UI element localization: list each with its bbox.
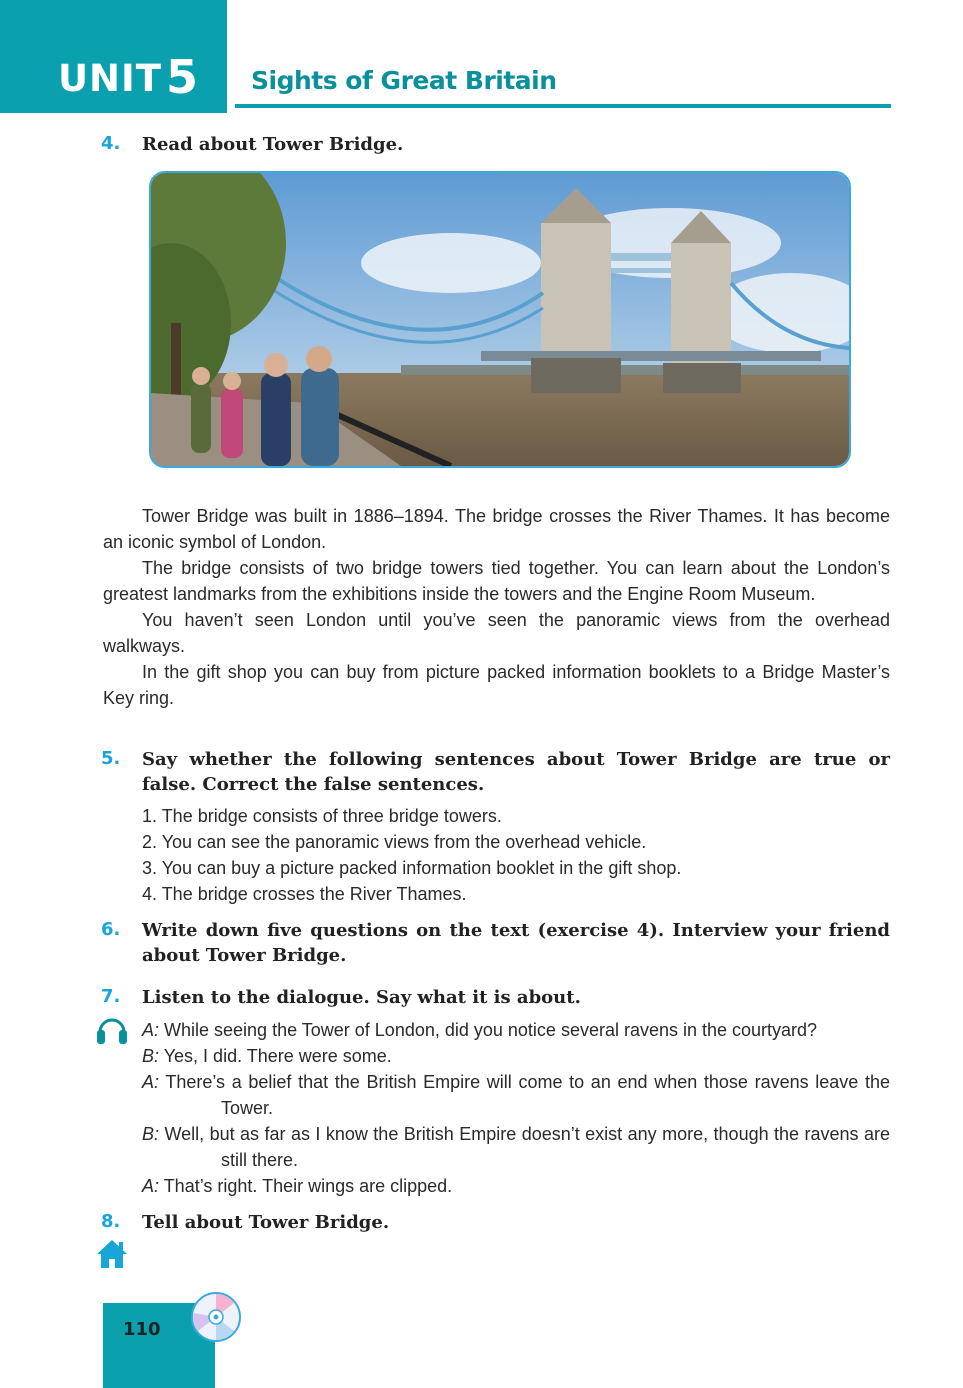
reading-paragraph: Tower Bridge was built in 1886–1894. The bridge crosses the River Thames. It has become an iconic symbol of London. bbox=[103, 506, 890, 552]
statement-item: 1. The bridge consists of three bridge towers. bbox=[142, 806, 502, 826]
reading-paragraph: You haven’t seen London until you’ve seen the panoramic views from the overhead walkways. bbox=[103, 610, 890, 656]
dialogue-line bbox=[142, 1043, 890, 1069]
house-icon bbox=[95, 1237, 129, 1276]
statement-item: 2. You can see the panoramic views from the overhead vehicle. bbox=[142, 832, 647, 852]
dialogue bbox=[142, 1017, 890, 1199]
cd-disc-icon bbox=[190, 1291, 242, 1348]
reading-text bbox=[103, 503, 890, 711]
reading-paragraph: The bridge consists of two bridge towers tied together. You can learn about the London’s greatest landmarks from the exhibitions inside the towers and the Engine Room Museum. bbox=[103, 558, 890, 604]
page-number: 110 bbox=[123, 1319, 161, 1340]
exercise-7-number: 7. bbox=[101, 986, 121, 1007]
dialogue-text: Well, but as far as I know the British Empire doesn’t exist any more, though the ravens are still there. bbox=[159, 1124, 890, 1170]
unit-title: Sights of Great Britain bbox=[251, 66, 557, 95]
title-underline bbox=[235, 104, 891, 108]
dialogue-text: Yes, I did. There were some. bbox=[159, 1046, 392, 1066]
exercise-5-number: 5. bbox=[101, 748, 121, 769]
dialogue-line bbox=[142, 1069, 890, 1121]
speaker-label: B: bbox=[142, 1046, 160, 1066]
reading-paragraph: In the gift shop you can buy from picture packed information booklets to a Bridge Master’s Key ring. bbox=[103, 662, 890, 708]
dialogue-text: While seeing the Tower of London, did you notice several ravens in the courtyard? bbox=[159, 1020, 818, 1040]
dialogue-text: There’s a belief that the British Empire will come to an end when those ravens leave the Tower. bbox=[159, 1072, 890, 1118]
statement-item: 3. You can buy a picture packed information booklet in the gift shop. bbox=[142, 858, 682, 878]
unit-number: 5 bbox=[166, 50, 199, 104]
speaker-label: A: bbox=[142, 1072, 160, 1092]
exercise-6-number: 6. bbox=[101, 919, 121, 940]
exercise-8-number: 8. bbox=[101, 1211, 121, 1232]
dialogue-line bbox=[142, 1173, 890, 1199]
exercise-5-title: Say whether the following sentences about Tower Bridge are true or false. Correct the false sentences. bbox=[142, 749, 890, 795]
unit-label: UNIT bbox=[58, 57, 163, 100]
dialogue-line bbox=[142, 1121, 890, 1173]
exercise-8-title: Tell about Tower Bridge. bbox=[142, 1212, 390, 1233]
dialogue-text: That’s right. Their wings are clipped. bbox=[159, 1176, 453, 1196]
statement-item: 4. The bridge crosses the River Thames. bbox=[142, 884, 467, 904]
headphones-icon bbox=[95, 1012, 129, 1051]
tower-bridge-photo bbox=[149, 171, 851, 468]
exercise-6-title: Write down five questions on the text (exercise 4). Interview your friend about Tower Bridge. bbox=[142, 920, 890, 966]
exercise-4-number: 4. bbox=[101, 133, 121, 154]
exercise-7-title: Listen to the dialogue. Say what it is about. bbox=[142, 987, 581, 1008]
exercise-4-title: Read about Tower Bridge. bbox=[142, 134, 404, 155]
speaker-label: A: bbox=[142, 1176, 160, 1196]
speaker-label: B: bbox=[142, 1124, 160, 1144]
dialogue-line bbox=[142, 1017, 890, 1043]
speaker-label: A: bbox=[142, 1020, 160, 1040]
